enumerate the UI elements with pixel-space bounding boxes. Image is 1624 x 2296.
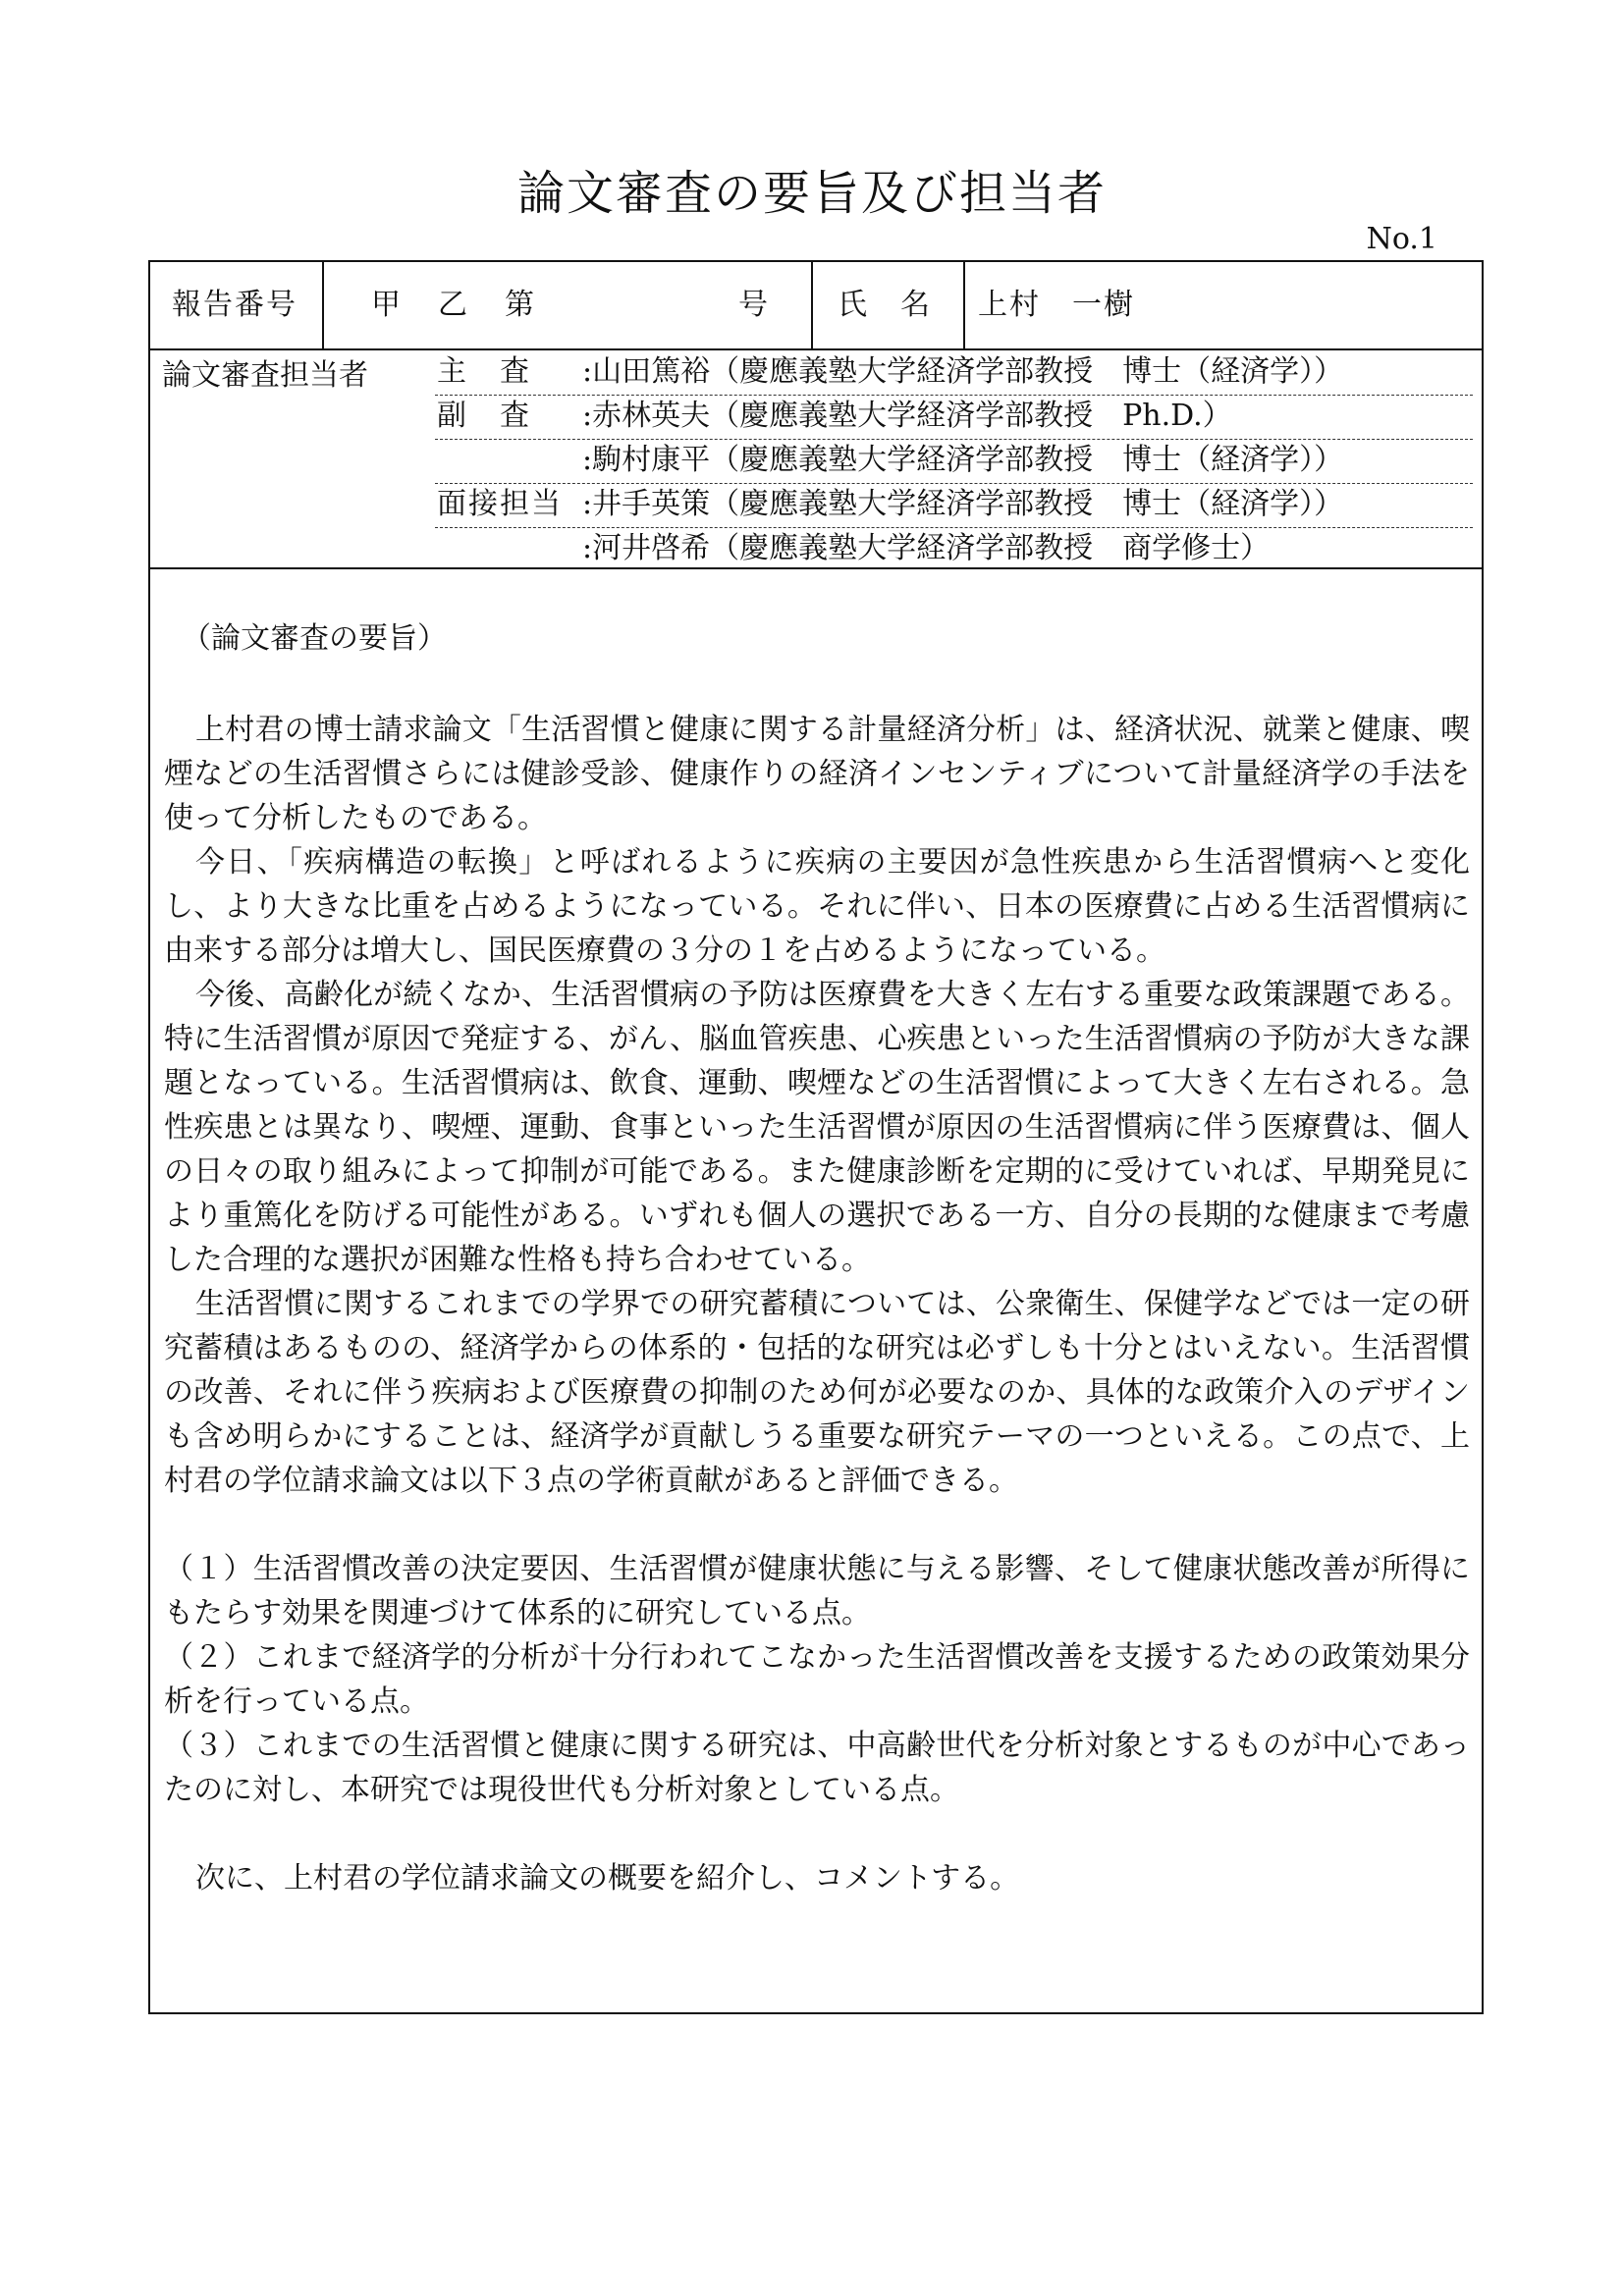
summary-paragraph: 今後、高齢化が続くなか、生活習慣病の予防は医療費を大きく左右する重要な政策課題である。特に生活習慣が原因で発症する、がん、脳血管疾患、心疾患といった生活習慣病の予防が大きな課題となっている。生活習慣病は、飲食、運動、喫煙などの生活習慣によって大きく左右される。急性疾患とは異なり、喫煙、運動、食事といった生活習慣が原因の生活習慣病に伴う医療費は、個人の日々の取り組みによって抑制が可能である。また健康診断を定期的に受けていれば、早期発見により重篤化を防げる可能性がある。いずれも個人の選択である一方、自分の長期的な健康まで考慮した合理的な選択が困難な性格も持ち合わせている。 (164, 978, 1470, 1277)
report-number-value: 甲 乙 第 号 (371, 288, 772, 322)
document-title: 論文審査の要旨及び担当者 (516, 166, 1107, 221)
review-summary (164, 569, 1470, 1900)
divider (963, 262, 965, 348)
reviewer-row-sub-2 (435, 439, 1473, 484)
reviewer-detail: :山田篤裕（慶應義塾大学経済学部教授 博士（経済学）） (582, 354, 1344, 389)
reviewer-role: 副 査 (437, 399, 531, 433)
reviewer-role: 主 査 (437, 354, 531, 389)
contribution-point: （１）生活習慣改善の決定要因、生活習慣が健康状態に与える影響、そして健康状態改善が所得にもたらす効果を関連づけて体系的に研究している点。 (164, 1552, 1470, 1630)
reviewers-label: 論文審査担当者 (162, 358, 368, 393)
contribution-point: （３）これまでの生活習慣と健康に関する研究は、中高齢世代を分析対象とするものが中心であったのに対し、本研究では現役世代も分析対象としている点。 (164, 1729, 1470, 1807)
reviewer-row-interview-2 (435, 527, 1473, 571)
contribution-point: （２）これまで経済学的分析が十分行われてこなかった生活習慣改善を支援するための政策効果分析を行っている点。 (164, 1640, 1470, 1719)
reviewer-role: 面接担当 (437, 487, 563, 521)
reviewer-row-sub (435, 395, 1473, 440)
reviewer-detail: :井手英策（慶應義塾大学経済学部教授 博士（経済学）） (582, 487, 1344, 521)
report-number-label: 報告番号 (172, 288, 298, 322)
review-form-table (148, 260, 1484, 2014)
divider (811, 262, 813, 348)
reviewer-detail: :河井啓希（慶應義塾大学経済学部教授 商学修士） (582, 531, 1271, 565)
name-label: 氏 名 (838, 288, 932, 322)
summary-heading: （論文審査の要旨） (182, 621, 447, 656)
reviewer-row-chief (435, 350, 1473, 396)
divider (322, 262, 324, 348)
page-number: No.1 (1366, 222, 1437, 256)
summary-closing: 次に、上村君の学位請求論文の概要を紹介し、コメントする。 (195, 1861, 1020, 1896)
reviewers-section (150, 350, 1482, 569)
header-row (150, 262, 1482, 350)
reviewer-detail: :赤林英夫（慶應義塾大学経済学部教授 Ph.D.） (582, 399, 1232, 433)
summary-paragraph: 上村君の博士請求論文「生活習慣と健康に関する計量経済分析」は、経済状況、就業と健康、喫煙などの生活習慣さらには健診受診、健康作りの経済インセンティブについて計量経済学の手法を使って分析したものである。 (164, 713, 1470, 835)
summary-paragraph: 生活習慣に関するこれまでの学界での研究蓄積については、公衆衛生、保健学などでは一定の研究蓄積はあるものの、経済学からの体系的・包括的な研究は必ずしも十分とはいえない。生活習慣の改善、それに伴う疾病および医療費の抑制のため何が必要なのか、具体的な政策介入のデザインも含め明らかにすることは、経済学が貢献しうる重要な研究テーマの一つといえる。この点で、上村君の学位請求論文は以下３点の学術貢献があると評価できる。 (164, 1287, 1470, 1498)
name-value: 上村 一樹 (978, 288, 1135, 322)
reviewer-row-interview (435, 483, 1473, 528)
summary-paragraph: 今日、「疾病構造の転換」と呼ばれるように疾病の主要因が急性疾患から生活習慣病へと変化し、より大きな比重を占めるようになっている。それに伴い、日本の医療費に占める生活習慣病に由来する部分は増大し、国民医療費の３分の１を占めるようになっている。 (164, 845, 1470, 968)
reviewer-detail: :駒村康平（慶應義塾大学経済学部教授 博士（経済学）） (582, 443, 1344, 477)
